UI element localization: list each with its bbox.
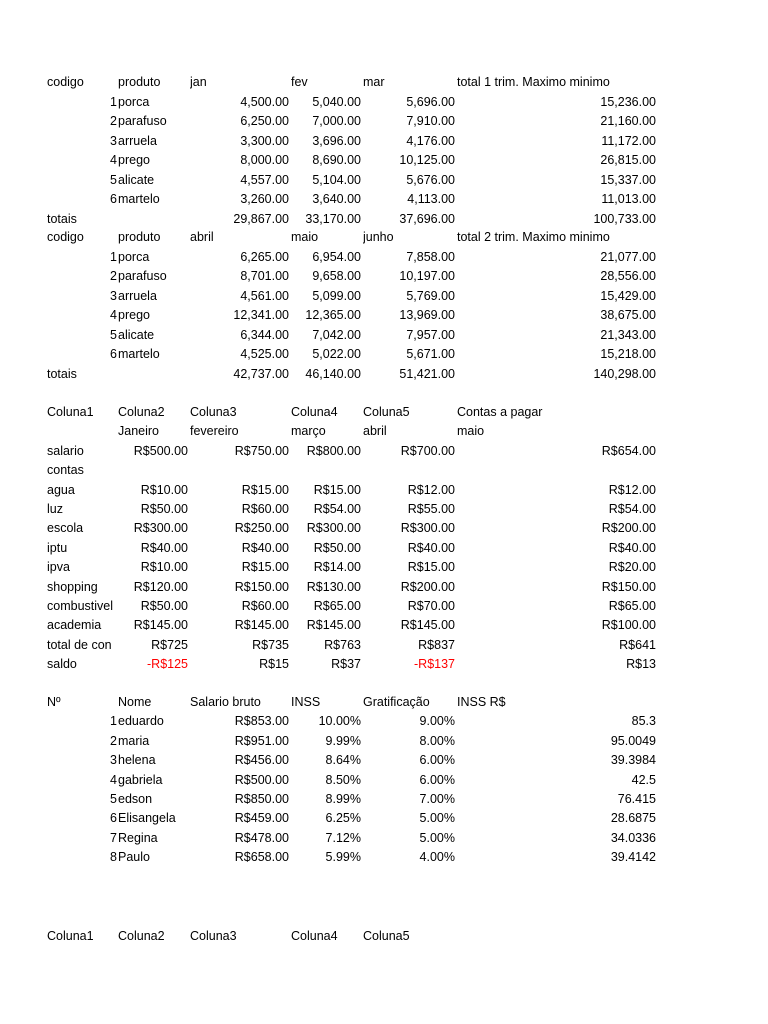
employee-row bbox=[0, 809, 768, 828]
amount-cell[interactable]: -R$137 bbox=[414, 657, 455, 672]
month-1-value[interactable]: 6,344.00 bbox=[240, 327, 289, 342]
q1-totals-row bbox=[0, 210, 768, 229]
q1-product-row bbox=[0, 132, 768, 151]
month-1-value[interactable]: 6,250.00 bbox=[240, 114, 289, 128]
q1-product-row bbox=[0, 190, 768, 209]
employee-number[interactable]: 1 bbox=[110, 714, 117, 729]
header-coluna4[interactable]: Coluna4 bbox=[291, 405, 338, 419]
product-code[interactable]: 3 bbox=[110, 133, 117, 148]
amount-cell[interactable]: R$60.00 bbox=[241, 599, 289, 613]
amount-cell[interactable]: R$200.00 bbox=[400, 579, 455, 594]
amount-cell[interactable]: R$15.00 bbox=[313, 482, 361, 497]
header-month-2[interactable]: maio bbox=[291, 230, 319, 244]
header-month-1[interactable]: jan bbox=[190, 75, 207, 89]
header-produto[interactable]: produto bbox=[118, 75, 161, 89]
salario-bruto-value[interactable]: R$951.00 bbox=[234, 733, 289, 748]
inss-percent-value[interactable]: 5.99% bbox=[325, 850, 361, 865]
employee-number[interactable]: 4 bbox=[110, 772, 117, 787]
q2-totals-row bbox=[0, 365, 768, 384]
month-3-value[interactable]: 4,176.00 bbox=[406, 133, 455, 148]
employee-row bbox=[0, 751, 768, 770]
quarter-total-value[interactable]: 15,337.00 bbox=[600, 172, 656, 187]
amount-cell[interactable]: R$10.00 bbox=[140, 560, 188, 575]
amount-cell[interactable]: -R$125 bbox=[147, 657, 188, 672]
amount-cell[interactable]: R$50.00 bbox=[140, 599, 188, 613]
amount-cell[interactable]: R$15.00 bbox=[407, 560, 455, 575]
quarter-total-value[interactable]: 38,675.00 bbox=[600, 308, 656, 322]
product-code[interactable]: 5 bbox=[110, 327, 117, 342]
budget-months-row bbox=[0, 422, 768, 441]
inss-percent-value[interactable]: 8.99% bbox=[325, 792, 361, 806]
inss-rs-value[interactable]: 76.415 bbox=[617, 792, 656, 806]
amount-cell[interactable]: R$300.00 bbox=[306, 521, 361, 536]
month-2-value[interactable]: 7,042.00 bbox=[312, 327, 361, 342]
amount-cell[interactable]: R$145.00 bbox=[133, 618, 188, 633]
expense-row bbox=[0, 597, 768, 616]
quarter-total-value[interactable]: 15,236.00 bbox=[600, 94, 656, 109]
month-2-value[interactable]: 12,365.00 bbox=[305, 308, 361, 322]
header-coluna5[interactable]: Coluna5 bbox=[363, 405, 410, 419]
month-3-value[interactable]: 10,197.00 bbox=[399, 269, 455, 283]
month-3-value[interactable]: 13,969.00 bbox=[399, 308, 455, 322]
product-name[interactable]: prego bbox=[118, 153, 150, 167]
month-2-value[interactable]: 5,040.00 bbox=[312, 94, 361, 109]
header-month-1[interactable]: abril bbox=[190, 230, 214, 244]
header-coluna2[interactable]: Coluna2 bbox=[118, 405, 165, 419]
budget-header-row bbox=[0, 403, 768, 422]
inss-percent-value[interactable]: 9.99% bbox=[325, 733, 361, 748]
expense-row bbox=[0, 519, 768, 538]
product-code[interactable]: 1 bbox=[110, 94, 117, 109]
amount-cell[interactable]: R$750.00 bbox=[234, 443, 289, 458]
header-month-3[interactable]: junho bbox=[363, 230, 394, 244]
amount-cell[interactable]: R$130.00 bbox=[306, 579, 361, 594]
month-3-total[interactable]: 51,421.00 bbox=[399, 366, 455, 381]
header-salario-bruto[interactable]: Salario bruto bbox=[190, 695, 261, 709]
employee-name[interactable]: Paulo bbox=[118, 850, 150, 865]
q1-product-row bbox=[0, 151, 768, 170]
salario-bruto-value[interactable]: R$853.00 bbox=[234, 714, 289, 729]
employee-name[interactable]: eduardo bbox=[118, 714, 164, 729]
gratificacao-value[interactable]: 7.00% bbox=[419, 792, 455, 806]
totals-label[interactable]: totais bbox=[47, 211, 77, 226]
amount-cell[interactable]: R$837 bbox=[418, 637, 455, 652]
quarter-total-value[interactable]: 11,172.00 bbox=[601, 133, 656, 148]
header-coluna5[interactable]: Coluna5 bbox=[363, 929, 410, 943]
q2-product-row bbox=[0, 267, 768, 286]
header-inss-rs[interactable]: INSS R$ bbox=[457, 695, 506, 709]
amount-cell[interactable]: R$15 bbox=[259, 657, 289, 672]
month-janeiro[interactable]: Janeiro bbox=[118, 424, 159, 439]
amount-cell[interactable]: R$54.00 bbox=[608, 502, 656, 516]
month-maio[interactable]: maio bbox=[457, 424, 485, 439]
amount-cell[interactable]: R$100.00 bbox=[601, 618, 656, 633]
q2-product-row bbox=[0, 248, 768, 267]
inss-rs-value[interactable]: 34.0336 bbox=[610, 830, 656, 845]
month-1-value[interactable]: 8,000.00 bbox=[240, 153, 289, 167]
product-name[interactable]: prego bbox=[118, 308, 150, 322]
salario-bruto-value[interactable]: R$658.00 bbox=[234, 850, 289, 865]
expense-row bbox=[0, 481, 768, 500]
expense-row bbox=[0, 578, 768, 597]
inss-percent-value[interactable]: 6.25% bbox=[325, 811, 361, 826]
amount-cell[interactable]: R$700.00 bbox=[400, 443, 455, 458]
expense-row bbox=[0, 539, 768, 558]
amount-cell[interactable]: R$735 bbox=[252, 637, 289, 652]
employee-number[interactable]: 8 bbox=[110, 850, 117, 865]
gratificacao-value[interactable]: 5.00% bbox=[419, 811, 455, 826]
header-month-3[interactable]: mar bbox=[363, 75, 385, 89]
amount-cell[interactable]: R$300.00 bbox=[400, 521, 455, 536]
gratificacao-value[interactable]: 4.00% bbox=[419, 850, 455, 865]
month-1-value[interactable]: 3,260.00 bbox=[240, 192, 289, 206]
month-3-value[interactable]: 5,696.00 bbox=[406, 94, 455, 109]
expense-row bbox=[0, 616, 768, 635]
month-2-value[interactable]: 9,658.00 bbox=[312, 269, 361, 283]
inss-percent-value[interactable]: 8.64% bbox=[325, 753, 361, 768]
q2-product-row bbox=[0, 326, 768, 345]
product-name[interactable]: arruela bbox=[118, 133, 157, 148]
product-name[interactable]: martelo bbox=[118, 347, 160, 361]
amount-cell[interactable]: R$145.00 bbox=[400, 618, 455, 633]
quarter-total-value[interactable]: 15,429.00 bbox=[600, 288, 656, 303]
row-label[interactable]: agua bbox=[47, 482, 75, 497]
header-nome[interactable]: Nome bbox=[118, 695, 152, 709]
inss-rs-value[interactable]: 95.0049 bbox=[610, 733, 656, 748]
month-abril[interactable]: abril bbox=[363, 424, 387, 439]
row-label[interactable]: saldo bbox=[47, 657, 77, 672]
month-1-value[interactable]: 3,300.00 bbox=[240, 133, 289, 148]
product-name[interactable]: porca bbox=[118, 249, 150, 264]
product-code[interactable]: 5 bbox=[110, 172, 117, 187]
q1-product-row bbox=[0, 171, 768, 190]
month-2-value[interactable]: 6,954.00 bbox=[312, 249, 361, 264]
header-coluna1[interactable]: Coluna1 bbox=[47, 929, 94, 943]
month-2-value[interactable]: 7,000.00 bbox=[312, 114, 361, 128]
amount-cell[interactable]: R$763 bbox=[324, 637, 361, 652]
amount-cell[interactable]: R$54.00 bbox=[313, 502, 361, 516]
amount-cell[interactable]: R$60.00 bbox=[241, 502, 289, 516]
inss-rs-value[interactable]: 85.3 bbox=[631, 714, 656, 729]
quarter-total-value[interactable]: 11,013.00 bbox=[601, 192, 656, 206]
amount-cell[interactable]: R$40.00 bbox=[407, 540, 455, 555]
month-1-value[interactable]: 4,525.00 bbox=[240, 347, 289, 361]
q2-header-row bbox=[0, 228, 768, 247]
contas-row bbox=[0, 461, 768, 480]
amount-cell[interactable]: R$800.00 bbox=[306, 443, 361, 458]
expense-row bbox=[0, 500, 768, 519]
employee-number[interactable]: 6 bbox=[110, 811, 117, 826]
inss-percent-value[interactable]: 10.00% bbox=[318, 714, 361, 729]
month-3-value[interactable]: 10,125.00 bbox=[399, 153, 455, 167]
header-coluna3[interactable]: Coluna3 bbox=[190, 405, 237, 419]
inss-rs-value[interactable]: 42.5 bbox=[631, 772, 656, 787]
month-1-value[interactable]: 6,265.00 bbox=[240, 249, 289, 264]
month-2-value[interactable]: 5,099.00 bbox=[312, 288, 361, 303]
row-label[interactable]: shopping bbox=[47, 579, 98, 594]
amount-cell[interactable]: R$250.00 bbox=[234, 521, 289, 536]
header-numero[interactable]: Nº bbox=[47, 695, 61, 709]
product-code[interactable]: 4 bbox=[110, 308, 117, 322]
row-label[interactable]: academia bbox=[47, 618, 102, 633]
header-coluna4[interactable]: Coluna4 bbox=[291, 929, 338, 943]
amount-cell[interactable]: R$40.00 bbox=[140, 540, 188, 555]
totals-label[interactable]: totais bbox=[47, 366, 77, 381]
month-2-value[interactable]: 5,104.00 bbox=[312, 172, 361, 187]
amount-cell[interactable]: R$50.00 bbox=[313, 540, 361, 555]
amount-cell[interactable]: R$150.00 bbox=[234, 579, 289, 594]
salario-bruto-value[interactable]: R$850.00 bbox=[234, 792, 289, 806]
amount-cell[interactable]: R$654.00 bbox=[601, 443, 656, 458]
salario-bruto-value[interactable]: R$459.00 bbox=[234, 811, 289, 826]
amount-cell[interactable]: R$37 bbox=[331, 657, 361, 672]
amount-cell[interactable]: R$145.00 bbox=[306, 618, 361, 633]
amount-cell[interactable]: R$13 bbox=[626, 657, 656, 672]
employee-number[interactable]: 2 bbox=[110, 733, 117, 748]
inss-rs-value[interactable]: 39.3984 bbox=[610, 753, 656, 768]
inss-rs-value[interactable]: 39.4142 bbox=[610, 850, 656, 865]
amount-cell[interactable]: R$300.00 bbox=[133, 521, 188, 536]
header-month-2[interactable]: fev bbox=[291, 75, 308, 89]
employee-name[interactable]: Elisangela bbox=[118, 811, 176, 826]
header-coluna1[interactable]: Coluna1 bbox=[47, 405, 94, 419]
header-coluna3[interactable]: Coluna3 bbox=[190, 929, 237, 943]
total-contas-row bbox=[0, 636, 768, 655]
month-3-value[interactable]: 7,957.00 bbox=[406, 327, 455, 342]
employee-row bbox=[0, 829, 768, 848]
quarter-total-value[interactable]: 21,343.00 bbox=[600, 327, 656, 342]
month-1-total[interactable]: 42,737.00 bbox=[233, 366, 289, 381]
amount-cell[interactable]: R$15.00 bbox=[241, 482, 289, 497]
header-coluna2[interactable]: Coluna2 bbox=[118, 929, 165, 943]
gratificacao-value[interactable]: 5.00% bbox=[419, 830, 455, 845]
row-label[interactable]: combustivel bbox=[47, 599, 113, 613]
month-2-value[interactable]: 5,022.00 bbox=[312, 347, 361, 361]
employee-name[interactable]: gabriela bbox=[118, 772, 163, 787]
q2-product-row bbox=[0, 287, 768, 306]
q1-product-row bbox=[0, 93, 768, 112]
row-label[interactable]: salario bbox=[47, 443, 84, 458]
header-codigo[interactable]: codigo bbox=[47, 230, 84, 244]
product-name[interactable]: porca bbox=[118, 94, 150, 109]
amount-cell[interactable]: R$120.00 bbox=[133, 579, 188, 594]
employee-number[interactable]: 3 bbox=[110, 753, 117, 768]
month-fevereiro[interactable]: fevereiro bbox=[190, 424, 239, 439]
product-code[interactable]: 4 bbox=[110, 153, 117, 167]
amount-cell[interactable]: R$145.00 bbox=[234, 618, 289, 633]
amount-cell[interactable]: R$55.00 bbox=[407, 502, 455, 516]
amount-cell[interactable]: R$12.00 bbox=[608, 482, 656, 497]
month-1-value[interactable]: 4,500.00 bbox=[240, 94, 289, 109]
employee-row bbox=[0, 848, 768, 867]
employee-name[interactable]: edson bbox=[118, 792, 153, 806]
month-1-value[interactable]: 8,701.00 bbox=[240, 269, 289, 283]
month-3-value[interactable]: 5,671.00 bbox=[406, 347, 455, 361]
header-total[interactable]: total 1 trim. Maximo minimo bbox=[457, 75, 610, 89]
month-1-value[interactable]: 12,341.00 bbox=[233, 308, 289, 322]
quarter-total-value[interactable]: 15,218.00 bbox=[600, 347, 656, 361]
gratificacao-value[interactable]: 6.00% bbox=[419, 753, 455, 768]
month-3-value[interactable]: 7,910.00 bbox=[406, 114, 455, 128]
employee-row bbox=[0, 790, 768, 809]
month-2-value[interactable]: 3,640.00 bbox=[312, 192, 361, 206]
product-name[interactable]: martelo bbox=[118, 192, 160, 206]
quarter-total-value[interactable]: 26,815.00 bbox=[600, 153, 656, 167]
amount-cell[interactable]: R$725 bbox=[151, 637, 188, 652]
gratificacao-value[interactable]: 6.00% bbox=[419, 772, 455, 787]
header-inss[interactable]: INSS bbox=[291, 695, 321, 709]
row-label[interactable]: escola bbox=[47, 521, 84, 536]
employee-name[interactable]: maria bbox=[118, 733, 150, 748]
product-name[interactable]: arruela bbox=[118, 288, 157, 303]
amount-cell[interactable]: R$200.00 bbox=[601, 521, 656, 536]
quarter-grand-total[interactable]: 100,733.00 bbox=[593, 211, 656, 226]
employee-name[interactable]: helena bbox=[118, 753, 156, 768]
amount-cell[interactable]: R$641 bbox=[619, 637, 656, 652]
gratificacao-value[interactable]: 9.00% bbox=[419, 714, 455, 729]
product-code[interactable]: 2 bbox=[110, 269, 117, 283]
product-name[interactable]: alicate bbox=[118, 172, 155, 187]
q1-header-row bbox=[0, 73, 768, 92]
product-code[interactable]: 1 bbox=[110, 249, 117, 264]
product-code[interactable]: 6 bbox=[110, 192, 117, 206]
month-2-total[interactable]: 33,170.00 bbox=[305, 211, 361, 226]
header-total[interactable]: total 2 trim. Maximo minimo bbox=[457, 230, 610, 244]
row-label[interactable]: iptu bbox=[47, 540, 68, 555]
amount-cell[interactable]: R$150.00 bbox=[601, 579, 656, 594]
header-contas-a-pagar[interactable]: Contas a pagar bbox=[457, 405, 543, 419]
header-produto[interactable]: produto bbox=[118, 230, 161, 244]
q2-product-row bbox=[0, 306, 768, 325]
last-header-row bbox=[0, 927, 768, 946]
amount-cell[interactable]: R$10.00 bbox=[140, 482, 188, 497]
month-1-value[interactable]: 4,557.00 bbox=[240, 172, 289, 187]
employee-number[interactable]: 7 bbox=[110, 830, 117, 845]
row-label[interactable]: total de con bbox=[47, 637, 112, 652]
inss-percent-value[interactable]: 7.12% bbox=[325, 830, 361, 845]
product-code[interactable]: 2 bbox=[110, 114, 117, 128]
salario-row bbox=[0, 442, 768, 461]
amount-cell[interactable]: R$40.00 bbox=[608, 540, 656, 555]
gratificacao-value[interactable]: 8.00% bbox=[419, 733, 455, 748]
amount-cell[interactable]: R$20.00 bbox=[608, 560, 656, 575]
amount-cell[interactable]: R$12.00 bbox=[407, 482, 455, 497]
amount-cell[interactable]: R$65.00 bbox=[313, 599, 361, 613]
expense-row bbox=[0, 558, 768, 577]
quarter-grand-total[interactable]: 140,298.00 bbox=[593, 366, 656, 381]
quarter-total-value[interactable]: 21,160.00 bbox=[600, 114, 656, 128]
product-code[interactable]: 3 bbox=[110, 288, 117, 303]
month-1-value[interactable]: 4,561.00 bbox=[240, 288, 289, 303]
amount-cell[interactable]: R$40.00 bbox=[241, 540, 289, 555]
quarter-total-value[interactable]: 21,077.00 bbox=[600, 249, 656, 264]
amount-cell[interactable]: R$15.00 bbox=[241, 560, 289, 575]
amount-cell[interactable]: R$50.00 bbox=[140, 502, 188, 516]
header-codigo[interactable]: codigo bbox=[47, 75, 84, 89]
row-label[interactable]: luz bbox=[47, 502, 63, 516]
amount-cell[interactable]: R$70.00 bbox=[407, 599, 455, 613]
amount-cell[interactable]: R$500.00 bbox=[133, 443, 188, 458]
amount-cell[interactable]: R$65.00 bbox=[608, 599, 656, 613]
header-gratificacao[interactable]: Gratificação bbox=[363, 695, 430, 709]
month-3-value[interactable]: 4,113.00 bbox=[407, 192, 455, 206]
product-name[interactable]: parafuso bbox=[118, 114, 167, 128]
salario-bruto-value[interactable]: R$500.00 bbox=[234, 772, 289, 787]
contas-label[interactable]: contas bbox=[47, 463, 84, 478]
inss-percent-value[interactable]: 8.50% bbox=[325, 772, 361, 787]
month-2-value[interactable]: 3,696.00 bbox=[312, 133, 361, 148]
employee-row bbox=[0, 732, 768, 751]
month-3-value[interactable]: 5,769.00 bbox=[406, 288, 455, 303]
month-3-value[interactable]: 7,858.00 bbox=[406, 249, 455, 264]
employee-row bbox=[0, 712, 768, 731]
salary-header-row bbox=[0, 693, 768, 712]
month-2-total[interactable]: 46,140.00 bbox=[305, 366, 361, 381]
product-name[interactable]: alicate bbox=[118, 327, 155, 342]
q2-product-row bbox=[0, 345, 768, 364]
month-3-total[interactable]: 37,696.00 bbox=[399, 211, 455, 226]
q1-product-row bbox=[0, 112, 768, 131]
month-2-value[interactable]: 8,690.00 bbox=[312, 153, 361, 167]
product-code[interactable]: 6 bbox=[110, 347, 117, 361]
inss-rs-value[interactable]: 28.6875 bbox=[610, 811, 656, 826]
row-label[interactable]: ipva bbox=[47, 560, 70, 575]
amount-cell[interactable]: R$14.00 bbox=[313, 560, 361, 575]
employee-row bbox=[0, 771, 768, 790]
employee-number[interactable]: 5 bbox=[110, 792, 117, 806]
salario-bruto-value[interactable]: R$456.00 bbox=[234, 753, 289, 768]
month-1-total[interactable]: 29,867.00 bbox=[233, 211, 289, 226]
product-name[interactable]: parafuso bbox=[118, 269, 167, 283]
salario-bruto-value[interactable]: R$478.00 bbox=[234, 830, 289, 845]
saldo-row bbox=[0, 655, 768, 674]
month-marco[interactable]: março bbox=[291, 424, 326, 439]
employee-name[interactable]: Regina bbox=[118, 830, 158, 845]
month-3-value[interactable]: 5,676.00 bbox=[406, 172, 455, 187]
quarter-total-value[interactable]: 28,556.00 bbox=[600, 269, 656, 283]
